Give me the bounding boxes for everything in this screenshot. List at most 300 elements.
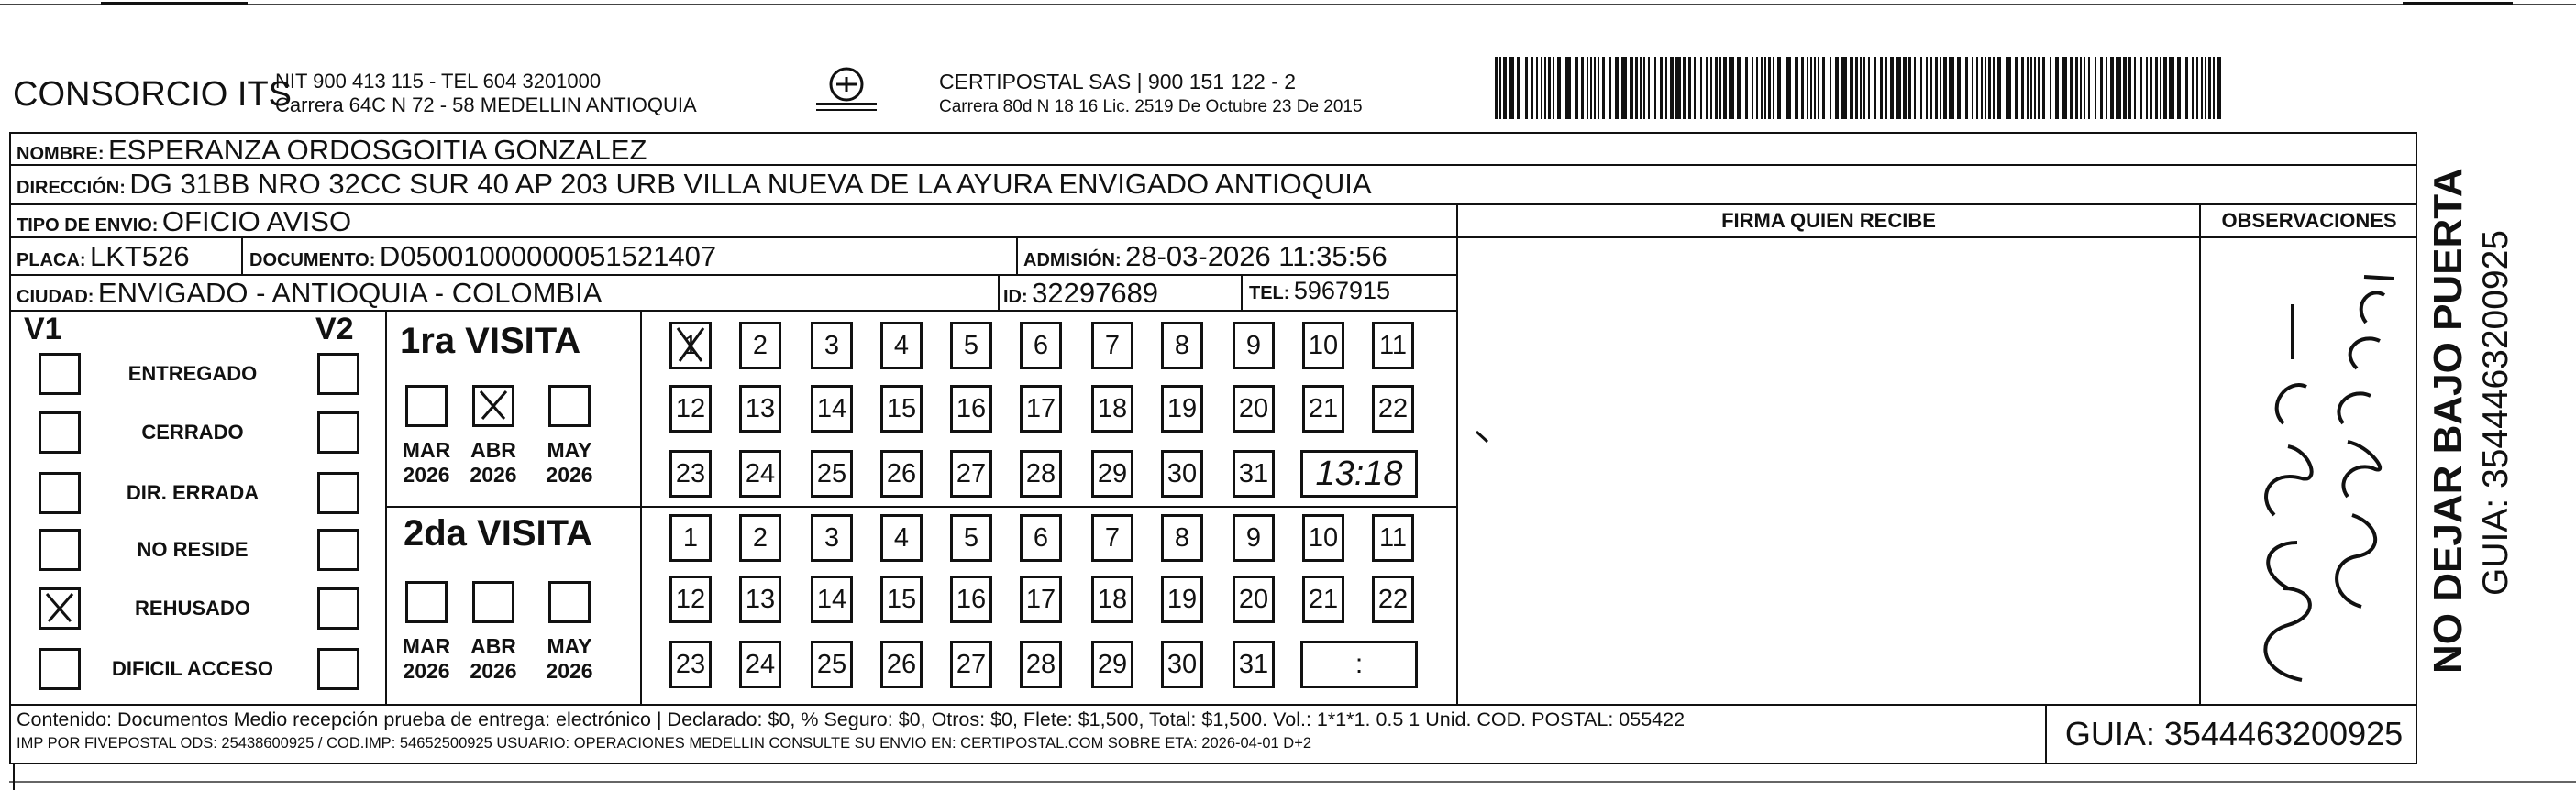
- month-year: 2026: [470, 659, 517, 683]
- second-visit-day-28[interactable]: [1020, 641, 1062, 688]
- barcode-bar: [1885, 57, 1887, 119]
- barcode-bar: [2196, 57, 2198, 119]
- barcode-bar: [1630, 57, 1633, 119]
- placa-label: PLACA:: [17, 250, 86, 270]
- day-number: 20: [1238, 393, 1269, 423]
- first-visit-day-12[interactable]: [669, 385, 712, 433]
- first-visit-day-27[interactable]: [950, 450, 992, 498]
- month-label: [459, 438, 527, 488]
- barcode-bar: [1654, 57, 1656, 119]
- second-visit-day-8[interactable]: [1161, 514, 1203, 562]
- second-visit-day-15[interactable]: [880, 576, 923, 623]
- v2-checkbox-dificil-acceso[interactable]: [317, 648, 359, 690]
- first-visit-day-17[interactable]: [1020, 385, 1062, 433]
- day-number: 13: [745, 584, 776, 614]
- top-tick: [2403, 2, 2513, 5]
- firma-label: FIRMA QUIEN RECIBE: [1721, 209, 1936, 232]
- day-number: 15: [886, 393, 917, 423]
- second-visit-day-25[interactable]: [811, 641, 853, 688]
- admision-value: 28-03-2026 11:35:56: [1125, 240, 1388, 272]
- firma-left: [1456, 203, 1458, 704]
- barcode-bar: [2134, 57, 2136, 119]
- footer-imp: IMP POR FIVEPOSTAL ODS: 25438600925 / COD.IMP: 54652500925 USUARIO: OPERACIONES MEDELLIN CONSULTE SU ENVIO EN: CERTIPOSTAL.COM SOBRE ETA: 2026-04-01 D+2: [17, 735, 1312, 752]
- barcode-bar: [1531, 57, 1533, 119]
- barcode-bar: [2006, 57, 2011, 119]
- barcode-bar: [1756, 57, 1758, 119]
- barcode-bar: [1719, 57, 1721, 119]
- first-visit-time[interactable]: 13:18: [1300, 450, 1418, 498]
- day-number: 14: [816, 584, 847, 614]
- second-visit-day-31[interactable]: [1233, 641, 1275, 688]
- first-visit-day-5[interactable]: [950, 322, 992, 369]
- day-number: 30: [1166, 458, 1198, 488]
- first-visit-day-20[interactable]: [1233, 385, 1275, 433]
- second-visit-day-19[interactable]: [1161, 576, 1203, 623]
- day-number: 2: [752, 522, 768, 553]
- barcode-bar: [2116, 57, 2121, 119]
- day-number: 22: [1377, 584, 1409, 614]
- barcode-bar: [1737, 57, 1741, 119]
- barcode-bar: [1635, 57, 1638, 119]
- barcode-bar: [2027, 57, 2029, 119]
- ciudad-label: CIUDAD:: [17, 287, 94, 307]
- barcode-bar: [1553, 57, 1554, 119]
- certipostal-logo: [814, 66, 879, 115]
- month-year: 2026: [403, 463, 450, 487]
- barcode-bar: [1926, 57, 1928, 119]
- day-number: 16: [956, 584, 987, 614]
- barcode-bar: [2150, 57, 2152, 119]
- barcode-bar: [2106, 57, 2107, 119]
- barcode-bar: [1648, 57, 1650, 119]
- barcode-bar: [1896, 57, 1901, 119]
- day-number: 16: [956, 393, 987, 423]
- second-visit-day-18[interactable]: [1091, 576, 1133, 623]
- barcode-bar: [1761, 57, 1763, 119]
- month-sep: [640, 310, 642, 704]
- visit-divider: [385, 506, 1458, 508]
- second-visit-day-22[interactable]: [1372, 576, 1414, 623]
- first-visit-day-28[interactable]: [1020, 450, 1062, 498]
- barcode-bar: [2030, 57, 2032, 119]
- second-visit-day-20[interactable]: [1233, 576, 1275, 623]
- barcode-bar: [1830, 57, 1831, 119]
- second-visit-month-abr[interactable]: [472, 581, 514, 623]
- day-number: 21: [1308, 393, 1339, 423]
- first-visit-day-8[interactable]: [1161, 322, 1203, 369]
- day-number: 5: [963, 522, 979, 553]
- day-number: 4: [893, 330, 910, 360]
- day-number: 2: [752, 330, 768, 360]
- v2-checkbox-cerrado[interactable]: [317, 411, 359, 454]
- row-line: [9, 203, 2417, 205]
- first-visit-day-23[interactable]: [669, 450, 712, 498]
- handwritten-observation: [2201, 240, 2417, 702]
- barcode-bar: [1536, 57, 1538, 119]
- barcode-bar: [2100, 57, 2103, 119]
- month-year: 2026: [470, 463, 517, 487]
- second-visit-day-5[interactable]: [950, 514, 992, 562]
- day-number: 27: [956, 458, 987, 488]
- barcode-bar: [1860, 57, 1862, 119]
- footer-guia: GUIA: 3544463200925: [2064, 715, 2404, 752]
- second-visit-day-27[interactable]: [950, 641, 992, 688]
- day-number: 25: [816, 458, 847, 488]
- second-visit-day-17[interactable]: [1020, 576, 1062, 623]
- placa-field: [17, 240, 190, 273]
- first-visit-month-mar[interactable]: [405, 385, 448, 427]
- first-visit-day-31[interactable]: [1233, 450, 1275, 498]
- barcode-bar: [1700, 57, 1702, 119]
- second-visit-day-14[interactable]: [811, 576, 853, 623]
- barcode-bar: [2080, 57, 2082, 119]
- v2-checkbox-no-reside[interactable]: [317, 529, 359, 571]
- month-name: MAY: [547, 438, 592, 462]
- barcode-bar: [2177, 57, 2181, 119]
- ciudad-field: [17, 277, 602, 310]
- first-visit-day-25[interactable]: [811, 450, 853, 498]
- v1-checkbox-rehusado[interactable]: [39, 587, 81, 630]
- barcode-bar: [1594, 57, 1596, 119]
- barcode-bar: [1525, 57, 1528, 119]
- first-visit-day-3[interactable]: [811, 322, 853, 369]
- barcode-bar: [1575, 57, 1578, 119]
- v2-checkbox-entregado[interactable]: [317, 353, 359, 395]
- barcode-bar: [1590, 57, 1592, 119]
- first-visit-day-4[interactable]: [880, 322, 923, 369]
- barcode-bar: [1965, 57, 1968, 119]
- first-visit-day-13[interactable]: [739, 385, 781, 433]
- barcode-bar: [2050, 57, 2051, 119]
- barcode-bar: [2169, 57, 2174, 119]
- barcode-bar: [1660, 57, 1663, 119]
- day-number: 28: [1025, 458, 1056, 488]
- barcode-bar: [1688, 57, 1691, 119]
- barcode-bar: [1710, 57, 1712, 119]
- barcode-bar: [1988, 57, 1991, 119]
- barcode-bar: [1615, 57, 1619, 119]
- day-number: 12: [675, 584, 706, 614]
- day-number: 26: [886, 649, 917, 679]
- day-number: 7: [1104, 330, 1121, 360]
- admision-label: ADMISIÓN:: [1023, 250, 1122, 270]
- barcode-bar: [1850, 57, 1853, 119]
- barcode-bar: [1517, 57, 1520, 119]
- barcode-bar: [1981, 57, 1983, 119]
- no-dejar-bajo-puerta: NO DEJAR BAJO PUERTA: [2426, 168, 2471, 674]
- day-number: 18: [1097, 584, 1128, 614]
- first-visit-day-29[interactable]: [1091, 450, 1133, 498]
- barcode-bar: [1764, 57, 1766, 119]
- second-visit-day-7[interactable]: [1091, 514, 1133, 562]
- month-year: 2026: [546, 659, 593, 683]
- barcode-bar: [1581, 57, 1584, 119]
- day-number: 31: [1238, 458, 1269, 488]
- barcode-bar: [1598, 57, 1599, 119]
- day-number: 3: [824, 522, 840, 553]
- barcode-bar: [1665, 57, 1667, 119]
- id-label: ID:: [1003, 287, 1028, 307]
- second-visit-day-6[interactable]: [1020, 514, 1062, 562]
- second-visit-month-may[interactable]: [548, 581, 591, 623]
- first-visit-day-11[interactable]: [1372, 322, 1414, 369]
- barcode-bar: [2042, 57, 2045, 119]
- barcode-bar: [1675, 57, 1681, 119]
- month-label: [459, 634, 527, 684]
- barcode-bar: [1548, 57, 1551, 119]
- barcode-bar: [2055, 57, 2059, 119]
- guia-sep: [2045, 704, 2047, 764]
- day-number: 23: [675, 649, 706, 679]
- barcode-bar: [1621, 57, 1627, 119]
- barcode-bar: [1985, 57, 1986, 119]
- month-year: 2026: [546, 463, 593, 487]
- second-visit-day-10[interactable]: [1302, 514, 1344, 562]
- first-visit-label: 1ra VISITA: [400, 321, 581, 361]
- barcode-bar: [1495, 57, 1498, 119]
- obs-label: OBSERVACIONES: [2221, 209, 2397, 232]
- barcode-bar: [2163, 57, 2167, 119]
- month-year: 2026: [403, 659, 450, 683]
- barcode-bar: [1694, 57, 1696, 119]
- second-visit-day-23[interactable]: [669, 641, 712, 688]
- barcode-bar: [1768, 57, 1771, 119]
- barcode-bar: [1670, 57, 1674, 119]
- v1-checkbox-entregado[interactable]: [39, 353, 81, 395]
- barcode-bar: [2205, 57, 2206, 119]
- firma-area[interactable]: [1460, 240, 2197, 702]
- barcode-bar: [1863, 57, 1865, 119]
- row-line: [9, 704, 2417, 706]
- documento-field: [249, 240, 716, 273]
- second-visit-day-21[interactable]: [1302, 576, 1344, 623]
- nombre-field: [17, 134, 647, 167]
- check-mark-icon: [41, 590, 78, 627]
- barcode-bar: [1841, 57, 1847, 119]
- barcode-bar: [2075, 57, 2078, 119]
- v2-checkbox-dir-errada[interactable]: [317, 472, 359, 514]
- barcode-bar: [1943, 57, 1947, 119]
- first-visit-day-16[interactable]: [950, 385, 992, 433]
- barcode-bar: [2123, 57, 2127, 119]
- day-number: 9: [1245, 522, 1262, 553]
- first-visit-month-may[interactable]: [548, 385, 591, 427]
- company-line1: NIT 900 413 115 - TEL 604 3201000: [275, 70, 602, 93]
- top-cut-line: [0, 4, 2576, 5]
- second-visit-day-12[interactable]: [669, 576, 712, 623]
- day-number: 3: [824, 330, 840, 360]
- company-name: CONSORCIO ITS: [13, 75, 293, 114]
- barcode-bar: [1509, 57, 1514, 119]
- direccion-label: DIRECCIÓN:: [17, 178, 126, 198]
- tel-label: TEL:: [1249, 283, 1290, 303]
- status-option-label: NO RESIDE: [137, 538, 249, 561]
- nombre-value: ESPERANZA ORDOSGOITIA GONZALEZ: [108, 134, 647, 166]
- second-visit-day-24[interactable]: [739, 641, 781, 688]
- barcode-bar: [1972, 57, 1973, 119]
- barcode-bar: [2015, 57, 2018, 119]
- day-number: 24: [745, 649, 776, 679]
- barcode-bar: [1903, 57, 1907, 119]
- barcode-bar: [2088, 57, 2090, 119]
- barcode-bar: [2155, 57, 2158, 119]
- barcode-bar: [2062, 57, 2067, 119]
- barcode-bar: [2038, 57, 2040, 119]
- second-visit-day-13[interactable]: [739, 576, 781, 623]
- day-number: 30: [1166, 649, 1198, 679]
- day-number: 17: [1025, 584, 1056, 614]
- second-visit-day-2[interactable]: [739, 514, 781, 562]
- day-number: 6: [1033, 522, 1049, 553]
- month-label: [392, 634, 460, 684]
- v1-checkbox-dir-errada[interactable]: [39, 472, 81, 514]
- barcode-bar: [1810, 57, 1812, 119]
- barcode-bar: [2217, 57, 2221, 119]
- first-visit-day-26[interactable]: [880, 450, 923, 498]
- barcode-bar: [2208, 57, 2211, 119]
- barcode-bar: [1777, 57, 1781, 119]
- barcode-bar: [1920, 57, 1922, 119]
- tel-value: 5967915: [1293, 277, 1391, 304]
- carrier-line2: Carrera 80d N 18 16 Lic. 2519 De Octubre 23 De 2015: [939, 97, 1363, 116]
- first-visit-day-18[interactable]: [1091, 385, 1133, 433]
- logo-icon: [814, 66, 879, 115]
- day-number: 24: [745, 458, 776, 488]
- barcode-bar: [1557, 57, 1561, 119]
- barcode-bar: [1914, 57, 1916, 119]
- barcode-bar: [1993, 57, 1995, 119]
- admision-field: [1023, 240, 1388, 273]
- day-number: 27: [956, 649, 987, 679]
- second-visit-day-4[interactable]: [880, 514, 923, 562]
- v1-checkbox-dificil-acceso[interactable]: [39, 648, 81, 690]
- month-name: MAR: [402, 438, 451, 462]
- barcode-bar: [1706, 57, 1708, 119]
- first-visit-day-14[interactable]: [811, 385, 853, 433]
- barcode-bar: [1752, 57, 1753, 119]
- second-visit-day-16[interactable]: [950, 576, 992, 623]
- first-visit-day-1[interactable]: [669, 322, 712, 369]
- row-line: [9, 310, 1458, 312]
- placa-sep: [241, 236, 243, 274]
- barcode-bar: [1976, 57, 1978, 119]
- v1-checkbox-no-reside[interactable]: [39, 529, 81, 571]
- second-visit-day-3[interactable]: [811, 514, 853, 562]
- barcode-bar: [1814, 57, 1816, 119]
- first-visit-day-30[interactable]: [1161, 450, 1203, 498]
- day-number: 19: [1166, 584, 1198, 614]
- second-visit-day-1[interactable]: [669, 514, 712, 562]
- barcode-bar: [1807, 57, 1808, 119]
- first-visit-day-7[interactable]: [1091, 322, 1133, 369]
- barcode-bar: [1683, 57, 1686, 119]
- barcode-bar: [1801, 57, 1804, 119]
- day-number: 1: [682, 522, 699, 553]
- barcode-bar: [1940, 57, 1941, 119]
- day-number: 29: [1097, 458, 1128, 488]
- barcode-bar: [1822, 57, 1825, 119]
- barcode-bar: [1499, 57, 1501, 119]
- v1-label: V1: [24, 312, 62, 346]
- check-mark-icon: [672, 324, 709, 367]
- day-number: 19: [1166, 393, 1198, 423]
- barcode-bar: [1786, 57, 1791, 119]
- month-name: MAR: [402, 634, 451, 658]
- status-option-label: REHUSADO: [135, 597, 250, 620]
- day-number: 13: [745, 393, 776, 423]
- day-number: 10: [1308, 522, 1339, 553]
- id-field: [1003, 277, 1158, 310]
- second-visit-day-26[interactable]: [880, 641, 923, 688]
- nombre-label: NOMBRE:: [17, 144, 105, 164]
- barcode-bar: [1935, 57, 1938, 119]
- barcode-bar: [2201, 57, 2203, 119]
- obs-header-line: [1458, 236, 2417, 238]
- barcode-bar: [1503, 57, 1507, 119]
- barcode-bar: [1795, 57, 1798, 119]
- guia-vertical: GUIA: 3544463200925: [2476, 230, 2515, 596]
- first-visit-day-19[interactable]: [1161, 385, 1203, 433]
- tipo-field: [17, 205, 351, 238]
- barcode-bar: [2084, 57, 2085, 119]
- v1-checkbox-cerrado[interactable]: [39, 411, 81, 454]
- second-visit-day-29[interactable]: [1091, 641, 1133, 688]
- second-visit-label: 2da VISITA: [404, 513, 592, 554]
- ciudad-value: ENVIGADO - ANTIOQUIA - COLOMBIA: [97, 277, 603, 309]
- month-name: ABR: [470, 438, 516, 462]
- day-number: 15: [886, 584, 917, 614]
- barcode-bar: [1930, 57, 1932, 119]
- day-number: 23: [675, 458, 706, 488]
- id-value: 32297689: [1032, 277, 1159, 309]
- documento-label: DOCUMENTO:: [249, 250, 376, 270]
- first-visit-day-2[interactable]: [739, 322, 781, 369]
- first-visit-day-15[interactable]: [880, 385, 923, 433]
- day-number: 11: [1378, 330, 1408, 360]
- barcode-bar: [2185, 57, 2188, 119]
- bottom-tick: [13, 764, 15, 790]
- day-number: 10: [1308, 330, 1339, 360]
- barcode-bar: [2192, 57, 2194, 119]
- day-number: 9: [1245, 330, 1262, 360]
- first-visit-day-21[interactable]: [1302, 385, 1344, 433]
- day-number: 4: [893, 522, 910, 553]
- first-visit-day-22[interactable]: [1372, 385, 1414, 433]
- first-visit-day-6[interactable]: [1020, 322, 1062, 369]
- bottom-line: [9, 781, 2576, 783]
- status-option-label: ENTREGADO: [127, 362, 258, 385]
- first-visit-month-abr[interactable]: [472, 385, 514, 427]
- barcode-bar: [1602, 57, 1605, 119]
- documento-value: D05001000000051521407: [379, 240, 717, 272]
- carrier-line1: CERTIPOSTAL SAS | 900 151 122 - 2: [939, 70, 1297, 93]
- second-visit-day-9[interactable]: [1233, 514, 1275, 562]
- v2-checkbox-rehusado[interactable]: [317, 587, 359, 630]
- day-number: 14: [816, 393, 847, 423]
- first-visit-day-10[interactable]: [1302, 322, 1344, 369]
- first-visit-day-9[interactable]: [1233, 322, 1275, 369]
- barcode-bar: [1565, 57, 1571, 119]
- month-label: [536, 634, 603, 684]
- barcode-bar: [1868, 57, 1870, 119]
- barcode-bar: [1880, 57, 1883, 119]
- second-visit-time[interactable]: :: [1300, 641, 1418, 688]
- second-visit-day-11[interactable]: [1372, 514, 1414, 562]
- first-visit-day-24[interactable]: [739, 450, 781, 498]
- second-visit-month-mar[interactable]: [405, 581, 448, 623]
- barcode-bar: [1855, 57, 1858, 119]
- second-visit-day-30[interactable]: [1161, 641, 1203, 688]
